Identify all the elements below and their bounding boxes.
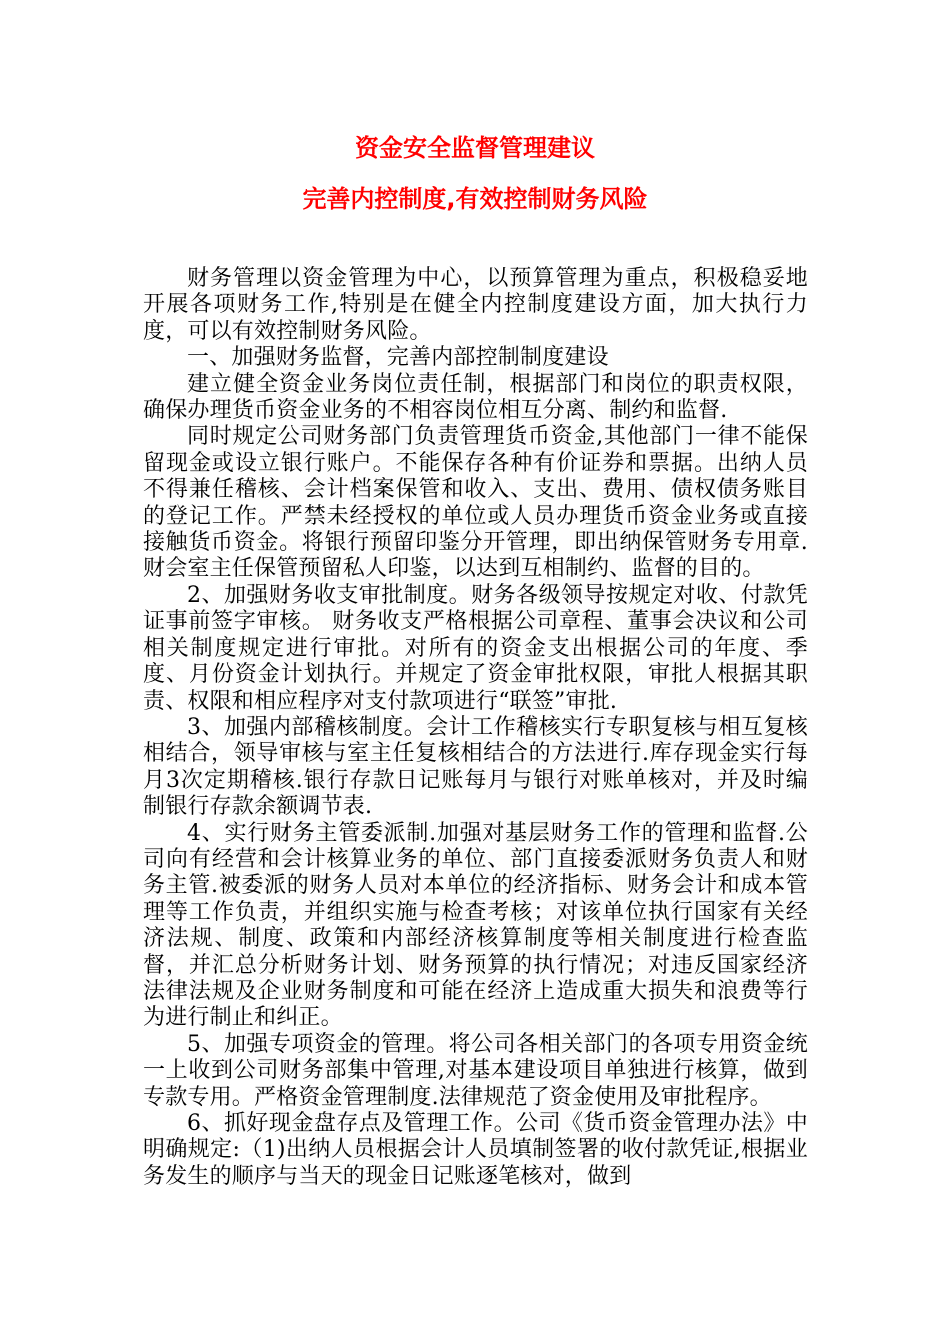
- paragraph: 同时规定公司财务部门负责管理货币资金,其他部门一律不能保留现金或设立银行账户。不能保存各种有价证券和票据。出纳人员不得兼任稽核、会计档案保管和收入、支出、费用、债权债务账目的登记工作。严禁未经授权的单位或人员办理货币资金业务或直接接触货币资金。将银行预留印鉴分开管理，即出纳保管财务专用章.财会室主任保管预留私人印鉴，以达到互相制约、监督的目的。: [143, 424, 808, 582]
- paragraph-item-4: 4、实行财务主管委派制.加强对基层财务工作的管理和监督.公司向有经营和会计核算业务的单位、部门直接委派财务负责人和财务主管.被委派的财务人员对本单位的经济指标、财务会计和成本管理等工作负责，并组织实施与检查考核；对该单位执行国家有关经济法规、制度、政策和内部经济核算制度等相关制度进行检查监督，并汇总分析财务计划、财务预算的执行情况；对违反国家经济法律法规及企业财务制度和可能在经济上造成重大损失和浪费等行为进行制止和纠正。: [143, 820, 808, 1031]
- document-subtitle: 完善内控制度,有效控制财务风险: [302, 185, 648, 213]
- paragraph: 建立健全资金业务岗位责任制，根据部门和岗位的职责权限，确保办理货币资金业务的不相容岗位相互分离、制约和监督.: [143, 371, 808, 424]
- document-title: 资金安全监督管理建议: [355, 134, 595, 162]
- document-body: [143, 266, 808, 1190]
- paragraph-intro: 财务管理以资金管理为中心，以预算管理为重点，积极稳妥地开展各项财务工作,特别是在健全内控制度建设方面，加大执行力度，可以有效控制财务风险。: [143, 266, 808, 344]
- paragraph-item-6: 6、抓好现金盘存点及管理工作。公司《货币资金管理办法》中明确规定:（1)出纳人员根据会计人员填制签署的收付款凭证,根据业务发生的顺序与当天的现金日记账逐笔核对，做到: [143, 1111, 808, 1189]
- paragraph-item-5: 5、加强专项资金的管理。将公司各相关部门的各项专用资金统一上收到公司财务部集中管理,对基本建设项目单独进行核算，做到专款专用。严格资金管理制度.法律规范了资金使用及审批程序。: [143, 1031, 808, 1110]
- paragraph-item-3: 3、加强内部稽核制度。会计工作稽核实行专职复核与相互复核相结合，领导审核与室主任复核相结合的方法进行.库存现金实行每月3次定期稽核.银行存款日记账每月与银行对账单核对，并及时编制银行存款余额调节表.: [143, 714, 808, 820]
- section-heading-1: 一、加强财务监督，完善内部控制制度建设: [187, 345, 609, 371]
- paragraph-item-2: 2、加强财务收支审批制度。财务各级领导按规定对收、付款凭证事前签字审核。 财务收支严格根据公司章程、董事会决议和公司相关制度规定进行审批。对所有的资金支出根据公司的年度、季度、月份资金计划执行。并规定了资金审批权限，审批人根据其职责、权限和相应程序对支付款项进行“联签”审批.: [143, 582, 808, 714]
